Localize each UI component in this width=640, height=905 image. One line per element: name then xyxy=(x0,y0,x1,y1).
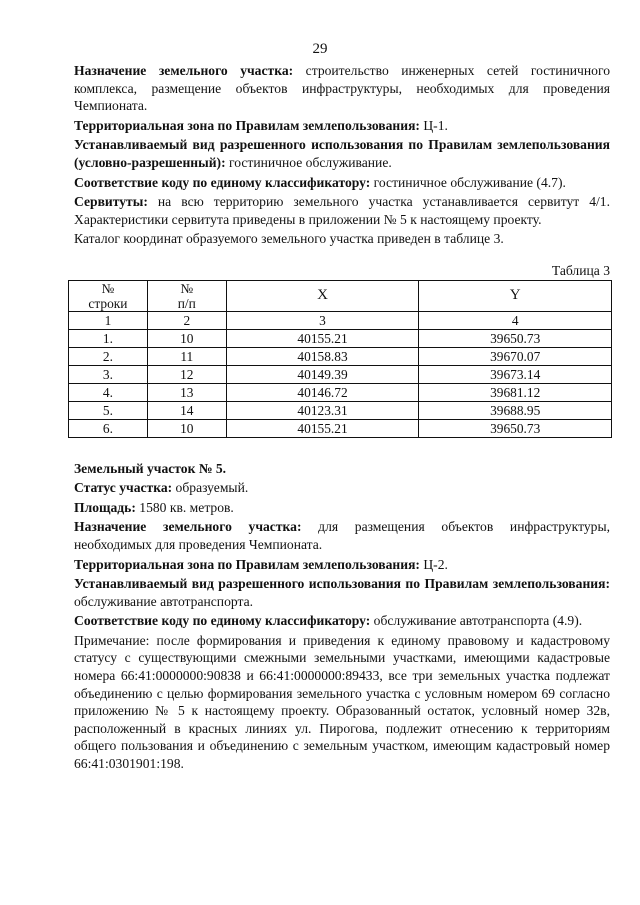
table-cell: 10 xyxy=(147,419,226,437)
table-cell: 39670.07 xyxy=(419,347,612,365)
permitted-use-paragraph xyxy=(74,136,610,171)
table-cell: 40155.21 xyxy=(226,419,419,437)
permitted-use-text: гостиничное обслуживание. xyxy=(225,154,392,170)
table-cell: 4 xyxy=(419,311,612,329)
table-caption: Таблица 3 xyxy=(551,262,610,278)
table-cell: 13 xyxy=(147,383,226,401)
table-cell: 3 xyxy=(226,311,419,329)
document-body xyxy=(74,62,610,775)
status-paragraph xyxy=(74,479,610,497)
table-cell: 39688.95 xyxy=(419,401,612,419)
table-cell: 40146.72 xyxy=(226,383,419,401)
table-cell: 40158.83 xyxy=(226,347,419,365)
zone-paragraph xyxy=(74,556,610,574)
table-cell: 39673.14 xyxy=(419,365,612,383)
header-row-number: № строки xyxy=(69,280,148,311)
table-cell: 12 xyxy=(147,365,226,383)
permitted-use-paragraph xyxy=(74,575,610,610)
table-row xyxy=(69,401,612,419)
status-label: Статус участка: xyxy=(74,480,173,496)
coordinates-table xyxy=(68,280,612,438)
zone-text: Ц-1. xyxy=(419,117,448,133)
purpose-label: Назначение земельного участка: xyxy=(74,519,302,535)
parcel-title: Земельный участок № 5. xyxy=(74,460,227,476)
zone-label: Территориальная зона по Правилам землепользования: xyxy=(74,117,420,133)
table-row xyxy=(69,383,612,401)
header-point-number: № п/п xyxy=(147,280,226,311)
table-index-row xyxy=(69,311,612,329)
purpose-text: для размещения объектов инфраструктуры, необходимых для проведения Чемпионата. xyxy=(74,519,610,552)
page-number: 29 xyxy=(312,41,328,57)
status-text: образуемый. xyxy=(172,480,249,496)
permitted-use-label: Устанавливаемый вид разрешенного использования по Правилам землепользования: xyxy=(74,576,610,592)
classifier-code-text: обслуживание автотранспорта (4.9). xyxy=(370,613,583,629)
classifier-code-paragraph xyxy=(74,612,610,630)
table-header-row xyxy=(69,280,612,311)
parcel-5-section xyxy=(74,460,610,773)
table-cell: 39650.73 xyxy=(419,329,612,347)
table-cell: 40155.21 xyxy=(226,329,419,347)
zone-text: Ц-2. xyxy=(419,556,448,572)
servitude-paragraph xyxy=(74,193,610,228)
permitted-use-label: Устанавливаемый вид разрешенного использования по Правилам землепользования (условно-разрешенный): xyxy=(74,137,610,170)
header-x: X xyxy=(226,280,419,311)
permitted-use-text: обслуживание автотранспорта. xyxy=(74,593,254,609)
table-row xyxy=(69,329,612,347)
table-row xyxy=(69,419,612,437)
servitude-text: на всю территорию земельного участка устанавливается сервитут 4/1. Характеристики сервитута приведены в приложении № 5 к настоящему проекту. xyxy=(74,194,610,227)
table-cell: 3. xyxy=(69,365,148,383)
purpose-text: строительство инженерных сетей гостиничного комплекса, размещение объектов инфраструктуры, необходимых для проведения Чемпионата. xyxy=(74,63,611,114)
table-cell: 14 xyxy=(147,401,226,419)
table-row xyxy=(69,365,612,383)
table-cell: 39681.12 xyxy=(419,383,612,401)
table-row xyxy=(69,347,612,365)
table-cell: 40149.39 xyxy=(226,365,419,383)
table-cell: 1. xyxy=(69,329,148,347)
header-y: Y xyxy=(419,280,612,311)
classifier-code-paragraph xyxy=(74,174,610,192)
classifier-code-text: гостиничное обслуживание (4.7). xyxy=(370,174,566,190)
purpose-paragraph xyxy=(74,518,610,553)
area-paragraph xyxy=(74,499,610,517)
table-cell: 2 xyxy=(147,311,226,329)
table-cell: 10 xyxy=(147,329,226,347)
catalog-paragraph: Каталог координат образуемого земельного участка приведен в таблице 3. xyxy=(74,231,504,247)
table-cell: 4. xyxy=(69,383,148,401)
note-paragraph: Примечание: после формирования и приведения к единому правовому и кадастровому статусу с существующими смежными земельными участками, имеющими кадастровые номера 66:41:0000000:90838 и 66:41:0000000:89433, все три земельных участка подлежат объединению с целью формирования земельного участка с условным номером 69 согласно приложению № 5 к настоящему проекту. Образованный остаток, условный номер 32в, расположенный в красных линиях ул. Пирогова, подлежит отнесению к территориям общего пользования и объединению с земельным участком, имеющим кадастровый номер 66:41:0301901:198. xyxy=(74,632,610,772)
table-cell: 39650.73 xyxy=(419,419,612,437)
table-cell: 40123.31 xyxy=(226,401,419,419)
zone-paragraph xyxy=(74,117,610,135)
purpose-paragraph xyxy=(74,62,610,115)
table-cell: 11 xyxy=(147,347,226,365)
servitude-label: Сервитуты: xyxy=(74,194,148,210)
purpose-label: Назначение земельного участка: xyxy=(74,63,294,78)
zone-label: Территориальная зона по Правилам землепользования: xyxy=(74,556,420,572)
classifier-code-label: Соответствие коду по единому классификатору: xyxy=(74,613,371,629)
table-cell: 1 xyxy=(69,311,148,329)
table-cell: 5. xyxy=(69,401,148,419)
table-cell: 6. xyxy=(69,419,148,437)
table-cell: 2. xyxy=(69,347,148,365)
classifier-code-label: Соответствие коду по единому классификатору: xyxy=(74,174,371,190)
area-text: 1580 кв. метров. xyxy=(135,499,234,515)
area-label: Площадь: xyxy=(74,499,136,515)
